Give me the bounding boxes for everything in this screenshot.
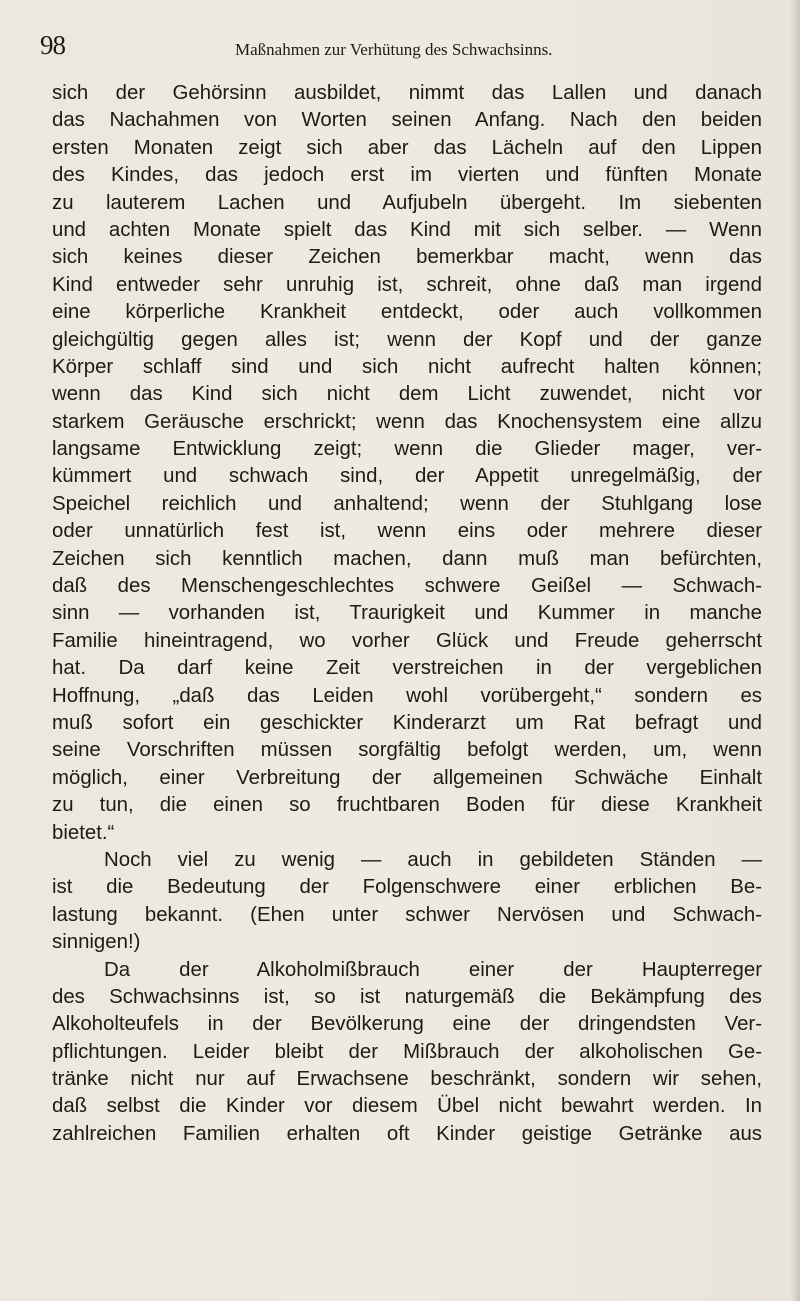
page-header: [40, 30, 760, 62]
text-line: oder unnatürlich fest ist, wenn eins oder mehrere dieser: [52, 520, 762, 543]
text-line: Alkoholteufels in der Bevölkerung eine der dringendsten Ver-: [52, 1013, 762, 1036]
text-line: bietet.“: [52, 821, 115, 844]
text-line: pflichtungen. Leider bleibt der Mißbrauch der alkoholischen Ge-: [52, 1040, 762, 1063]
text-line: gleichgültig gegen alles ist; wenn der Kopf und der ganze: [52, 328, 762, 351]
text-line: langsame Entwicklung zeigt; wenn die Glieder mager, ver-: [52, 438, 762, 461]
running-head: Maßnahmen zur Verhütung des Schwachsinns.: [235, 40, 553, 59]
text-line: kümmert und schwach sind, der Appetit unregelmäßig, der: [52, 465, 762, 488]
text-line: sinnigen!): [52, 931, 141, 954]
text-line: tränke nicht nur auf Erwachsene beschränkt, sondern wir sehen,: [52, 1068, 762, 1091]
body-text: [52, 80, 762, 1148]
text-line: Da der Alkoholmißbrauch einer der Haupterreger: [104, 958, 762, 981]
text-line: daß des Menschengeschlechtes schwere Geißel — Schwach-: [52, 575, 762, 598]
text-line: sich keines dieser Zeichen bemerkbar macht, wenn das: [52, 246, 762, 269]
text-line: Familie hineintragend, wo vorher Glück und Freude geherrscht: [52, 629, 762, 652]
page-number: 98: [40, 30, 65, 60]
text-line: daß selbst die Kinder vor diesem Übel nicht bewahrt werden. In: [52, 1095, 762, 1118]
text-line: ist die Bedeutung der Folgenschwere einer erblichen Be-: [52, 876, 762, 899]
text-line: ersten Monaten zeigt sich aber das Lächeln auf den Lippen: [52, 136, 762, 159]
text-line: möglich, einer Verbreitung der allgemeinen Schwäche Einhalt: [52, 766, 762, 789]
text-line: sinn — vorhanden ist, Traurigkeit und Kummer in manche: [52, 602, 762, 625]
text-line: muß sofort ein geschickter Kinderarzt um Rat befragt und: [52, 711, 762, 734]
text-line: Kind entweder sehr unruhig ist, schreit, ohne daß man irgend: [52, 273, 762, 296]
text-line: Speichel reichlich und anhaltend; wenn der Stuhlgang lose: [52, 492, 762, 515]
text-line: hat. Da darf keine Zeit verstreichen in der vergeblichen: [52, 657, 762, 680]
text-line: Hoffnung, „daß das Leiden wohl vorübergeht,“ sondern es: [52, 684, 762, 707]
text-line: wenn das Kind sich nicht dem Licht zuwendet, nicht vor: [52, 383, 762, 406]
text-line: sich der Gehörsinn ausbildet, nimmt das Lallen und danach: [52, 82, 762, 104]
text-line: des Kindes, das jedoch erst im vierten und fünften Monate: [52, 164, 762, 187]
text-line: und achten Monate spielt das Kind mit sich selber. — Wenn: [52, 218, 762, 241]
text-line: das Nachahmen von Worten seinen Anfang. Nach den beiden: [52, 109, 762, 132]
text-line: zu lauterem Lachen und Aufjubeln übergeht. Im siebenten: [52, 191, 762, 214]
text-line: Noch viel zu wenig — auch in gebildeten Ständen —: [104, 848, 762, 871]
text-line: Zeichen sich kenntlich machen, dann muß man befürchten,: [52, 547, 762, 570]
text-line: lastung bekannt. (Ehen unter schwer Nervösen und Schwach-: [52, 903, 762, 926]
text-line: eine körperliche Krankheit entdeckt, oder auch vollkommen: [52, 301, 762, 324]
text-line: seine Vorschriften müssen sorgfältig befolgt werden, um, wenn: [52, 739, 762, 762]
page-edge-shadow: [790, 0, 800, 1301]
text-line: zu tun, die einen so fruchtbaren Boden für diese Krankheit: [52, 794, 762, 817]
text-line: des Schwachsinns ist, so ist naturgemäß die Bekämpfung des: [52, 985, 762, 1008]
text-line: Körper schlaff sind und sich nicht aufrecht halten können;: [52, 355, 762, 378]
text-line: zahlreichen Familien erhalten oft Kinder geistige Getränke aus: [52, 1122, 762, 1145]
text-line: starkem Geräusche erschrickt; wenn das Knochensystem eine allzu: [52, 410, 762, 433]
